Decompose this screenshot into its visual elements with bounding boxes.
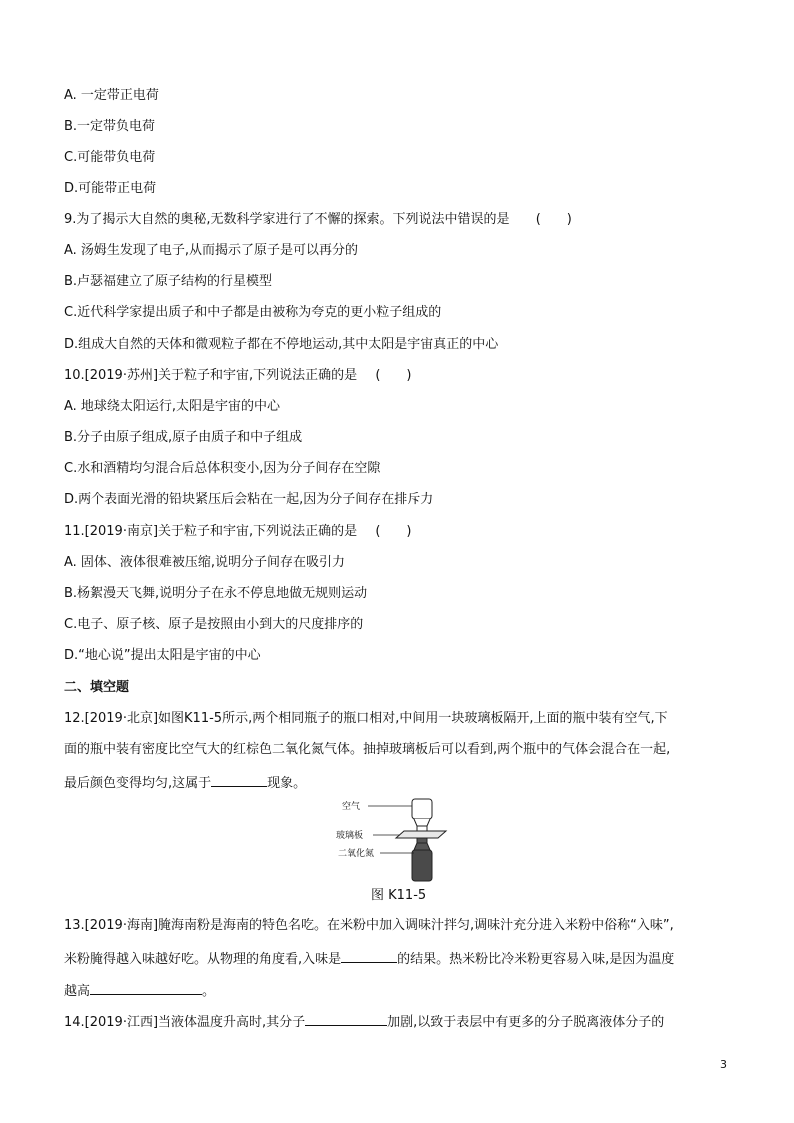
q10-option-c: C.水和酒精均匀混合后总体积变小,因为分子间存在空隙 — [64, 461, 381, 476]
q10-answer-paren: ( ) — [375, 368, 412, 383]
q11-option-a: A. 固体、液体很难被压缩,说明分子间存在吸引力 — [64, 555, 346, 570]
q9-stem — [64, 211, 572, 229]
q11-stem — [64, 523, 411, 541]
q9-stem-text: 9.为了揭示大自然的奥秘,无数科学家进行了不懈的探索。下列说法中错误的是 — [64, 212, 510, 227]
q13-line-2-text-before: 米粉腌得越入味越好吃。从物理的角度看,入味是 — [64, 952, 342, 967]
q13-line-3-text-after: 。 — [202, 984, 216, 999]
q11-option-d: D.“地心说”提出太阳是宇宙的中心 — [64, 648, 261, 663]
q10-stem — [64, 367, 411, 385]
q14-line-1-text-before: 14.[2019·江西]当液体温度升高时,其分子 — [64, 1015, 306, 1030]
q13-answer-blank-1[interactable] — [341, 948, 397, 963]
q8-option-b: B.一定带负电荷 — [64, 119, 156, 134]
q11-answer-paren: ( ) — [375, 524, 412, 539]
upper-bottle-air — [412, 799, 432, 831]
q12-line-3-text-before: 最后颜色变得均匀,这属于 — [64, 776, 212, 791]
q10-option-b: B.分子由原子组成,原子由质子和中子组成 — [64, 430, 303, 445]
page-number: 3 — [720, 1058, 727, 1071]
q12-answer-blank[interactable] — [211, 772, 267, 787]
q10-stem-text: 10.[2019·苏州]关于粒子和宇宙,下列说法正确的是 — [64, 368, 358, 383]
label-air: 空气 — [342, 802, 361, 812]
label-glass-plate: 玻璃板 — [336, 831, 364, 841]
q9-option-b: B.卢瑟福建立了原子结构的行星模型 — [64, 274, 273, 289]
bottle-diffusion-figure — [336, 797, 450, 883]
q9-option-a: A. 汤姆生发现了电子,从而揭示了原子是可以再分的 — [64, 243, 359, 258]
q9-option-c: C.近代科学家提出质子和中子都是由被称为夸克的更小粒子组成的 — [64, 305, 442, 320]
q10-option-a: A. 地球绕太阳运行,太阳是宇宙的中心 — [64, 399, 281, 414]
section-heading-fill-in: 二、填空题 — [64, 680, 130, 695]
q8-option-a: A. 一定带正电荷 — [64, 88, 159, 103]
q14-line-1-text-after: 加剧,以致于表层中有更多的分子脱离液体分子的 — [387, 1015, 665, 1030]
q13-line-3 — [64, 980, 215, 1001]
q8-option-c: C.可能带负电荷 — [64, 150, 156, 165]
q11-option-b: B.杨絮漫天飞舞,说明分子在永不停息地做无规则运动 — [64, 586, 368, 601]
q8-option-d: D.可能带正电荷 — [64, 181, 157, 196]
q9-option-d: D.组成大自然的天体和微观粒子都在不停地运动,其中太阳是宇宙真正的中心 — [64, 337, 499, 352]
q12-line-3 — [64, 772, 306, 793]
figure-caption: 图 K11-5 — [371, 888, 427, 903]
label-no2: 二氧化氮 — [338, 849, 375, 859]
q11-option-c: C.电子、原子核、原子是按照由小到大的尺度排序的 — [64, 617, 364, 632]
q13-line-3-text-before: 越高 — [64, 984, 91, 999]
q12-line-3-text-after: 现象。 — [267, 776, 307, 791]
q12-line-1: 12.[2019·北京]如图K11-5所示,两个相同瓶子的瓶口相对,中间用一块玻璃板隔开,上面的瓶中装有空气,下 — [64, 711, 668, 726]
q13-line-2 — [64, 948, 674, 969]
q9-answer-paren: ( ) — [535, 212, 572, 227]
lower-bottle-no2 — [412, 838, 432, 881]
q13-answer-blank-2[interactable] — [90, 980, 202, 995]
q14-line-1 — [64, 1011, 664, 1032]
q14-answer-blank[interactable] — [305, 1011, 387, 1026]
q13-line-2-text-after: 的结果。热米粉比冷米粉更容易入味,是因为温度 — [397, 952, 675, 967]
q11-stem-text: 11.[2019·南京]关于粒子和宇宙,下列说法正确的是 — [64, 524, 358, 539]
glass-plate — [396, 831, 446, 838]
q12-line-2: 面的瓶中装有密度比空气大的红棕色二氧化氮气体。抽掉玻璃板后可以看到,两个瓶中的气体会混合在一起, — [64, 742, 671, 757]
q13-line-1: 13.[2019·海南]腌海南粉是海南的特色名吃。在米粉中加入调味汁拌匀,调味汁充分进入米粉中俗称“入味”, — [64, 918, 674, 933]
q10-option-d: D.两个表面光滑的铅块紧压后会粘在一起,因为分子间存在排斥力 — [64, 492, 434, 507]
